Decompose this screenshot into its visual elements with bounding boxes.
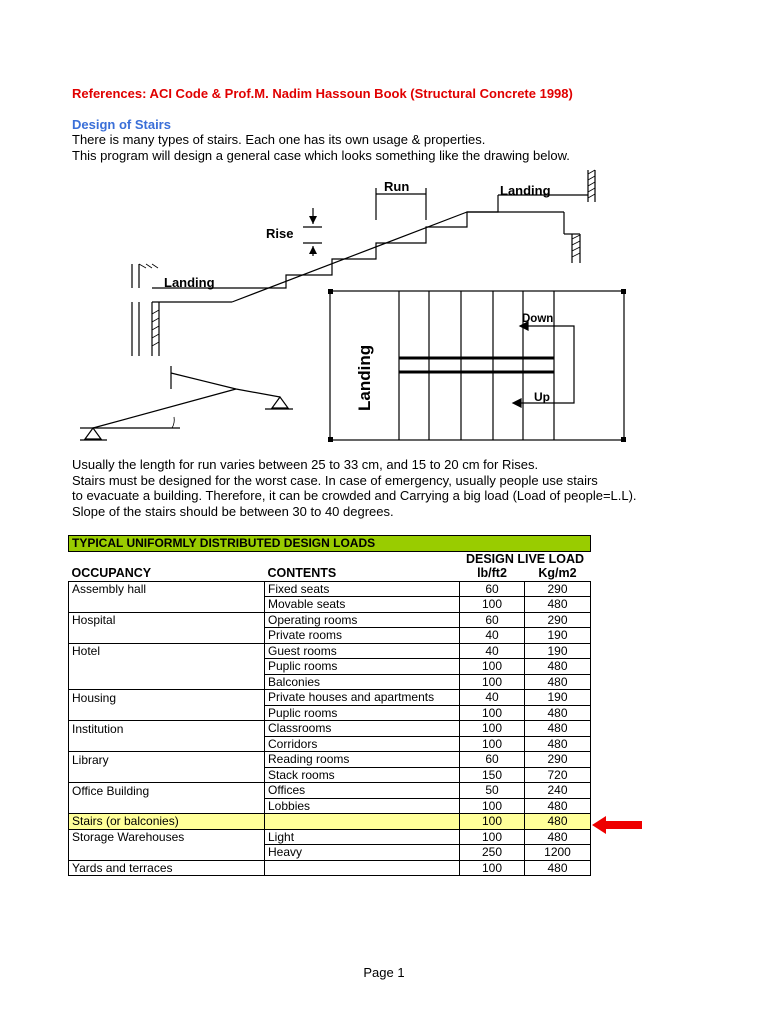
down-label: Down [522,313,554,325]
occupancy-cell: Housing [69,690,265,706]
lb-ft2-cell: 60 [460,581,525,597]
kg-m2-cell: 480 [525,814,591,830]
kg-m2-cell: 480 [525,736,591,752]
occupancy-cell [69,798,265,814]
red-arrow-icon [592,815,644,835]
contents-cell: Guest rooms [265,643,460,659]
kg-m2-cell: 480 [525,705,591,721]
lb-ft2-cell: 100 [460,659,525,675]
contents-cell: Puplic rooms [265,659,460,675]
stairs-drawing [60,168,640,453]
column-header: lb/ft2 [477,566,507,581]
kg-m2-cell: 190 [525,643,591,659]
kg-m2-cell: 240 [525,783,591,799]
kg-m2-cell: 1200 [525,845,591,861]
group-header: DESIGN LIVE LOAD [465,551,585,566]
group-header-row [69,551,591,566]
contents-cell: Balconies [265,674,460,690]
table-row [69,612,591,628]
lb-ft2-cell: 50 [460,783,525,799]
note-line: Slope of the stairs should be between 30 to 40 degrees. [72,503,394,519]
contents-cell: Private houses and apartments [265,690,460,706]
landing-plan-label: Landing [355,344,374,411]
contents-cell: Private rooms [265,628,460,644]
occupancy-cell: Institution [69,721,265,737]
table-row [69,705,591,721]
references-line: References: ACI Code & Prof.M. Nadim Hassoun Book (Structural Concrete 1998) [72,86,573,101]
occupancy-cell: Assembly hall [69,581,265,597]
kg-m2-cell: 290 [525,752,591,768]
table-row [69,814,591,830]
lb-ft2-cell: 40 [460,628,525,644]
table-row [69,783,591,799]
contents-cell: Stack rooms [265,767,460,783]
rise-label: Rise [266,226,294,241]
table-row [69,628,591,644]
design-loads-table [68,535,591,876]
occupancy-cell [69,705,265,721]
contents-cell: Corridors [265,736,460,752]
column-header-row [69,566,591,581]
kg-m2-cell: 480 [525,829,591,845]
intro-paragraph [72,132,570,163]
table-row [69,798,591,814]
lb-ft2-cell: 100 [460,798,525,814]
contents-cell: Movable seats [265,597,460,613]
occupancy-cell: Office Building [69,783,265,799]
lb-ft2-cell: 60 [460,612,525,628]
note-line: Usually the length for run varies between 25 to 33 cm, and 15 to 20 cm for Rises. [72,457,539,472]
occupancy-cell [69,628,265,644]
landing-top-label: Landing [500,183,551,198]
contents-cell: Puplic rooms [265,705,460,721]
column-header: Kg/m2 [538,566,577,581]
occupancy-cell: Yards and terraces [69,860,265,876]
up-label: Up [534,390,550,404]
table-row [69,721,591,737]
lb-ft2-cell: 100 [460,721,525,737]
occupancy-cell: Storage Warehouses [69,829,265,845]
kg-m2-cell: 290 [525,612,591,628]
kg-m2-cell: 480 [525,597,591,613]
occupancy-cell [69,845,265,861]
column-header: CONTENTS [267,566,337,581]
intro-line: This program will design a general case which looks something like the drawing below. [72,147,570,163]
contents-cell: Classrooms [265,721,460,737]
occupancy-cell: Hospital [69,612,265,628]
column-header: OCCUPANCY [71,566,152,581]
table-row [69,674,591,690]
kg-m2-cell: 480 [525,860,591,876]
occupancy-cell: Hotel [69,643,265,659]
lb-ft2-cell: 100 [460,736,525,752]
table-row [69,736,591,752]
contents-cell: Operating rooms [265,612,460,628]
table-row [69,829,591,845]
lb-ft2-cell: 150 [460,767,525,783]
lb-ft2-cell: 40 [460,643,525,659]
kg-m2-cell: 480 [525,721,591,737]
occupancy-cell [69,736,265,752]
table-title-row [69,536,591,552]
kg-m2-cell: 480 [525,798,591,814]
occupancy-cell: Library [69,752,265,768]
contents-cell [265,860,460,876]
lb-ft2-cell: 60 [460,752,525,768]
lb-ft2-cell: 100 [460,705,525,721]
table-row [69,860,591,876]
table-row [69,845,591,861]
kg-m2-cell: 480 [525,674,591,690]
occupancy-cell [69,597,265,613]
contents-cell [265,814,460,830]
table-row [69,659,591,675]
lb-ft2-cell: 40 [460,690,525,706]
page-footer: Page 1 [363,965,405,980]
landing-left-label: Landing [164,275,215,290]
contents-cell: Heavy [265,845,460,861]
lb-ft2-cell: 100 [460,860,525,876]
lb-ft2-cell: 100 [460,814,525,830]
contents-cell: Fixed seats [265,581,460,597]
table-row [69,643,591,659]
contents-cell: Light [265,829,460,845]
table-row [69,690,591,706]
notes-paragraph [72,457,637,519]
kg-m2-cell: 190 [525,628,591,644]
lb-ft2-cell: 250 [460,845,525,861]
note-line: Stairs must be designed for the worst case. In case of emergency, usually people use stairs [72,472,598,488]
occupancy-cell [69,767,265,783]
note-line: to evacuate a building. Therefore, it can be crowded and Carrying a big load (Load of people=L.L). [72,488,637,503]
kg-m2-cell: 190 [525,690,591,706]
occupancy-cell [69,674,265,690]
occupancy-cell: Stairs (or balconies) [69,814,265,830]
table-row [69,752,591,768]
lb-ft2-cell: 100 [460,674,525,690]
contents-cell: Reading rooms [265,752,460,768]
contents-cell: Lobbies [265,798,460,814]
lb-ft2-cell: 100 [460,597,525,613]
run-label: Run [384,179,410,194]
kg-m2-cell: 290 [525,581,591,597]
kg-m2-cell: 480 [525,659,591,675]
occupancy-cell [69,659,265,675]
table-row [69,581,591,597]
lb-ft2-cell: 100 [460,829,525,845]
table-title: TYPICAL UNIFORMLY DISTRIBUTED DESIGN LOADS [69,536,591,552]
contents-cell: Offices [265,783,460,799]
kg-m2-cell: 720 [525,767,591,783]
table-row [69,767,591,783]
table-row [69,597,591,613]
intro-line: There is many types of stairs. Each one has its own usage & properties. [72,132,486,147]
section-title: Design of Stairs [72,117,171,132]
